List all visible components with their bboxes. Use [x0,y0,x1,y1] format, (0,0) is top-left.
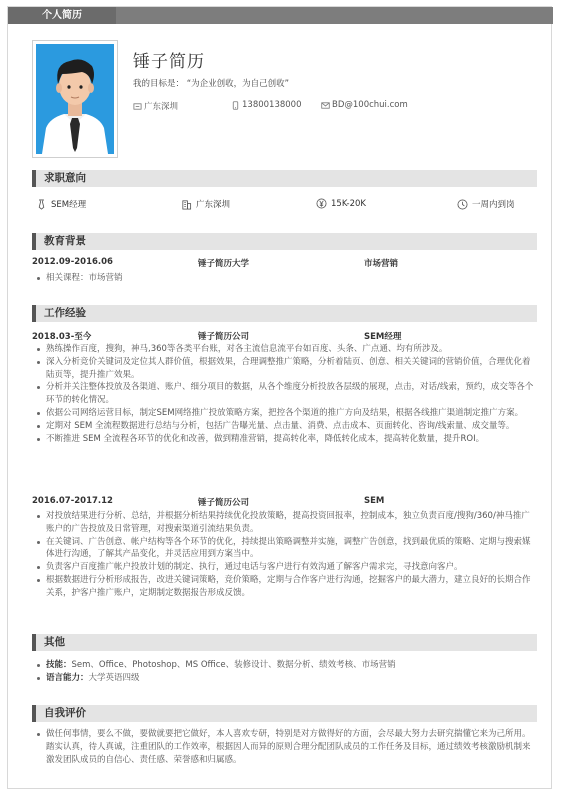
language-text: 大学英语四级 [88,673,140,683]
other-list [32,659,537,685]
work-title: SEM经理 [364,332,402,342]
self-eval-list [32,728,537,767]
intent-salary [316,198,366,209]
goal-label: 我的目标是： [133,79,185,89]
contact-email [321,100,408,110]
skills-item [32,659,537,672]
contact-location [133,100,178,112]
work-period: 2018.03-至今 [32,332,92,342]
candidate-name: 锤子简历 [133,52,205,72]
resume-page [7,6,552,789]
section-work [32,305,537,322]
list-item: 深入分析竞价关键词及定位其人群价值，根据效果，合理调整推广策略，分析着陆页、创意、相关关键词的营销价值，合理优化着陆页等，提升推广效果。 [32,356,537,382]
section-self [32,705,537,722]
list-item: 不断推进 SEM 全流程各环节的优化和改善，做到精准营销，提高转化率，降低转化成本，提高转化数量，提升ROI。 [32,433,537,446]
section-other [32,634,537,651]
work-title: SEM [364,496,385,506]
list-item: 定期对 SEM 全流程数据进行总结与分析，包括广告曝光量、点击量、消费、点击成本、页面转化、咨询/线索量、成交量等。 [32,420,537,433]
work-row-2 [32,496,537,508]
work-company: 锤子简历公司 [198,332,250,342]
avatar-photo [36,44,114,154]
intent-row [32,198,537,212]
skills-label: 技能： [46,660,72,670]
intent-city [181,198,230,210]
intent-availability [457,198,515,210]
work-period: 2016.07-2017.12 [32,496,113,506]
list-item: 根据数据进行分析形成报告，改进关键词策略，竞价策略，定期与合作客户进行沟通，挖掘客户的最大潜力，建立良好的长期合作关系，护客户推广账户，定期制定数据报告形成反馈。 [32,574,537,600]
section-education-title: 教育背景 [44,235,86,247]
list-item: 对投放结果进行分析、总结，并根据分析结果持续优化投放策略，提高投资回报率，控制成本，独立负责百度/搜狗/360/神马推广账户的广告投放及日常管理，对搜索渠道引流结果负责。 [32,510,537,536]
intent-position [36,198,86,210]
tie-icon [36,199,47,210]
section-self-title: 自我评价 [44,707,86,719]
list-item: 依据公司网络运营目标，制定SEM网络推广投放策略方案，把控各个渠道的推广方向及结果，根据各线推广渠道制定推广方案。 [32,407,537,420]
work-list-2 [32,510,537,600]
education-school: 锤子简历大学 [198,259,250,269]
work-row-1 [32,330,537,342]
section-work-title: 工作经验 [44,307,86,319]
language-item [32,672,537,685]
person-illustration [36,44,114,154]
work-company: 锤子简历公司 [198,498,250,508]
skills-text: Sem、Office、Photoshop、MS Office、装修设计、数据分析、绩效考核、市场营销 [71,660,396,670]
intent-city-text: 广东深圳 [196,200,231,210]
top-tab-bar [8,7,553,24]
education-row [32,257,537,269]
education-period: 2012.09-2016.06 [32,257,113,267]
avatar [32,40,118,158]
contact-row [133,100,533,112]
goal-text: “为企业创收，为自己创收” [186,79,290,89]
resume-tab-label: 个人简历 [8,7,116,24]
location-icon [133,102,142,111]
language-label: 语言能力： [46,673,89,683]
work-list-1 [32,343,537,445]
location-text: 广东深圳 [144,102,179,112]
section-other-title: 其他 [44,636,65,648]
section-education [32,233,537,250]
list-item: 在关键词、广告创意、帐户结构等各个环节的优化，持续提出策略调整并实施，调整广告创意，找到最优质的策略、定期与搜索媒体进行沟通，了解其产品变化，并灵活应用到方案当中。 [32,536,537,562]
phone-icon [231,101,240,110]
self-eval-text: 做任何事情，要么不做，要做就要把它做好，本人喜欢专研，特别是对方做得好的方面，会尽最大努力去研究揣懂它来为己所用。踏实认真，待人真诚，注重团队的工作效率，根据因人而异的原则合理分配团队成员的工作任务及目标，通过绩效考核激励机制来激发团队成员的自信心、责任感、荣誉感和归属感。 [32,728,537,767]
education-major: 市场营销 [364,259,399,269]
intent-position-text: SEM经理 [51,200,87,210]
building-icon [181,199,192,210]
career-goal [133,77,289,89]
contact-phone [231,100,302,110]
clock-icon [457,199,468,210]
phone-text: 13800138000 [242,100,302,110]
email-text[interactable]: BD@100chui.com [332,100,408,110]
yen-icon [316,198,327,209]
list-item: 分析并关注整体投放及各渠道、账户、细分项目的数据，从各个维度分析投放各层级的展现，点击，对话/线索，预约，成交等各个环节的转化情况。 [32,381,537,407]
email-icon [321,101,330,110]
section-intent [32,170,537,187]
list-item: 熟练操作百度，搜狗，神马,360等各类平台账，对各主流信息流平台如百度、头条、广点通、均有所涉及。 [32,343,537,356]
intent-availability-text: 一周内到岗 [472,200,515,210]
list-item: 相关课程：市场营销 [32,272,537,285]
intent-salary-text: 15K-20K [331,198,366,209]
section-intent-title: 求职意向 [44,172,86,184]
education-list [32,272,537,285]
list-item: 负责客户百度推广帐户投放计划的制定、执行，通过电话与客户进行有效沟通了解客户需求完，寻找意向客户。 [32,561,537,574]
